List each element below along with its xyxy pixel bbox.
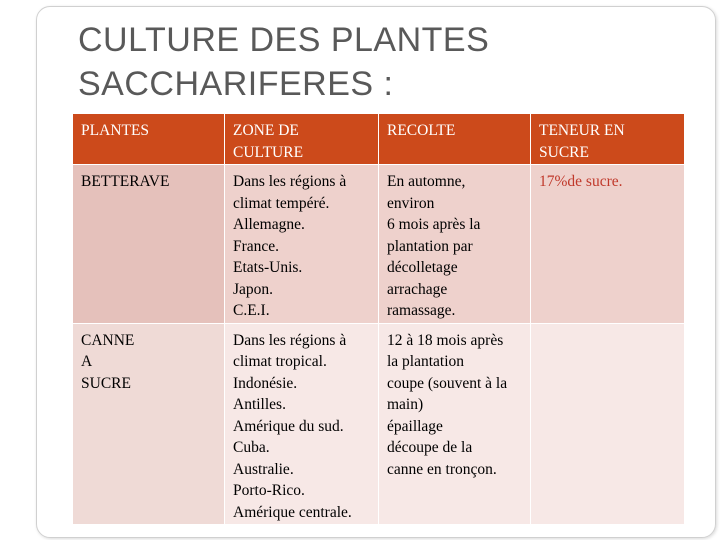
cell-line: France. [233,237,280,255]
cell-line: 6 mois après la [387,216,481,233]
cell-line: canne en tronçon. [387,460,497,478]
cell-line: Cuba. [233,439,270,456]
page-title [78,18,678,106]
cell-line: coupe (souvent à la [387,374,508,392]
cell-line: SUCRE [81,374,131,392]
table-header-row [73,114,685,165]
cell-line: Dans les régions à [233,173,347,190]
cell-line: Porto-Rico. [233,482,305,499]
cell-line: Amérique du sud. [233,417,344,435]
header-recolte [379,114,531,165]
cell-line: 17%de sucre. [539,173,623,190]
header-teneur-line-2: SUCRE [539,143,589,161]
table-row [73,165,685,324]
title-line-1: CULTURE DES PLANTES [78,21,490,59]
cell-line: Etats-Unis. [233,259,303,276]
header-teneur-line-1: TENEUR EN [539,122,625,139]
plants-table [72,113,685,525]
header-plantes [73,114,225,165]
cell-line: épaillage [387,417,443,435]
title-line-2: SACCHARIFERES : [78,65,394,103]
cell-line: En automne, [387,173,466,190]
cell-line: environ [387,194,435,212]
cell-zone [225,165,379,324]
cell-line: décolletage [387,259,458,276]
header-teneur-en-sucre [531,114,685,165]
cell-teneur [531,323,685,525]
cell-line: climat tempéré. [233,194,330,212]
cell-line: 12 à 18 mois après [387,331,504,349]
cell-recolte [379,323,531,525]
cell-line: C.E.I. [233,302,270,319]
cell-recolte [379,165,531,324]
cell-line: Dans les régions à [233,331,347,349]
cell-line: arrachage [387,280,448,298]
cell-line: ramassage. [387,302,456,319]
cell-line: climat tropical. [233,353,327,370]
cell-line: la plantation [387,353,465,370]
cell-line: plantation par [387,237,473,255]
cell-line: main) [387,396,424,413]
header-zone-line-1: ZONE DE [233,122,299,139]
cell-line: BETTERAVE [81,173,170,190]
cell-line: Allemagne. [233,216,305,233]
cell-line: Indonésie. [233,374,298,392]
cell-line: découpe de la [387,439,473,456]
cell-line: Amérique centrale. [233,503,352,521]
header-recolte-line: RECOLTE [387,122,456,139]
cell-line: Australie. [233,460,294,478]
cell-plante [73,323,225,525]
table-row [73,323,685,525]
header-zone-line-2: CULTURE [233,143,304,161]
header-zone-de-culture [225,114,379,165]
cell-line: Antilles. [233,396,286,413]
cell-teneur [531,165,685,324]
header-plantes-line: PLANTES [81,122,150,139]
cell-line: Japon. [233,280,274,298]
cell-zone [225,323,379,525]
cell-line: CANNE [81,331,135,349]
cell-line: A [81,353,93,370]
cell-plante [73,165,225,324]
